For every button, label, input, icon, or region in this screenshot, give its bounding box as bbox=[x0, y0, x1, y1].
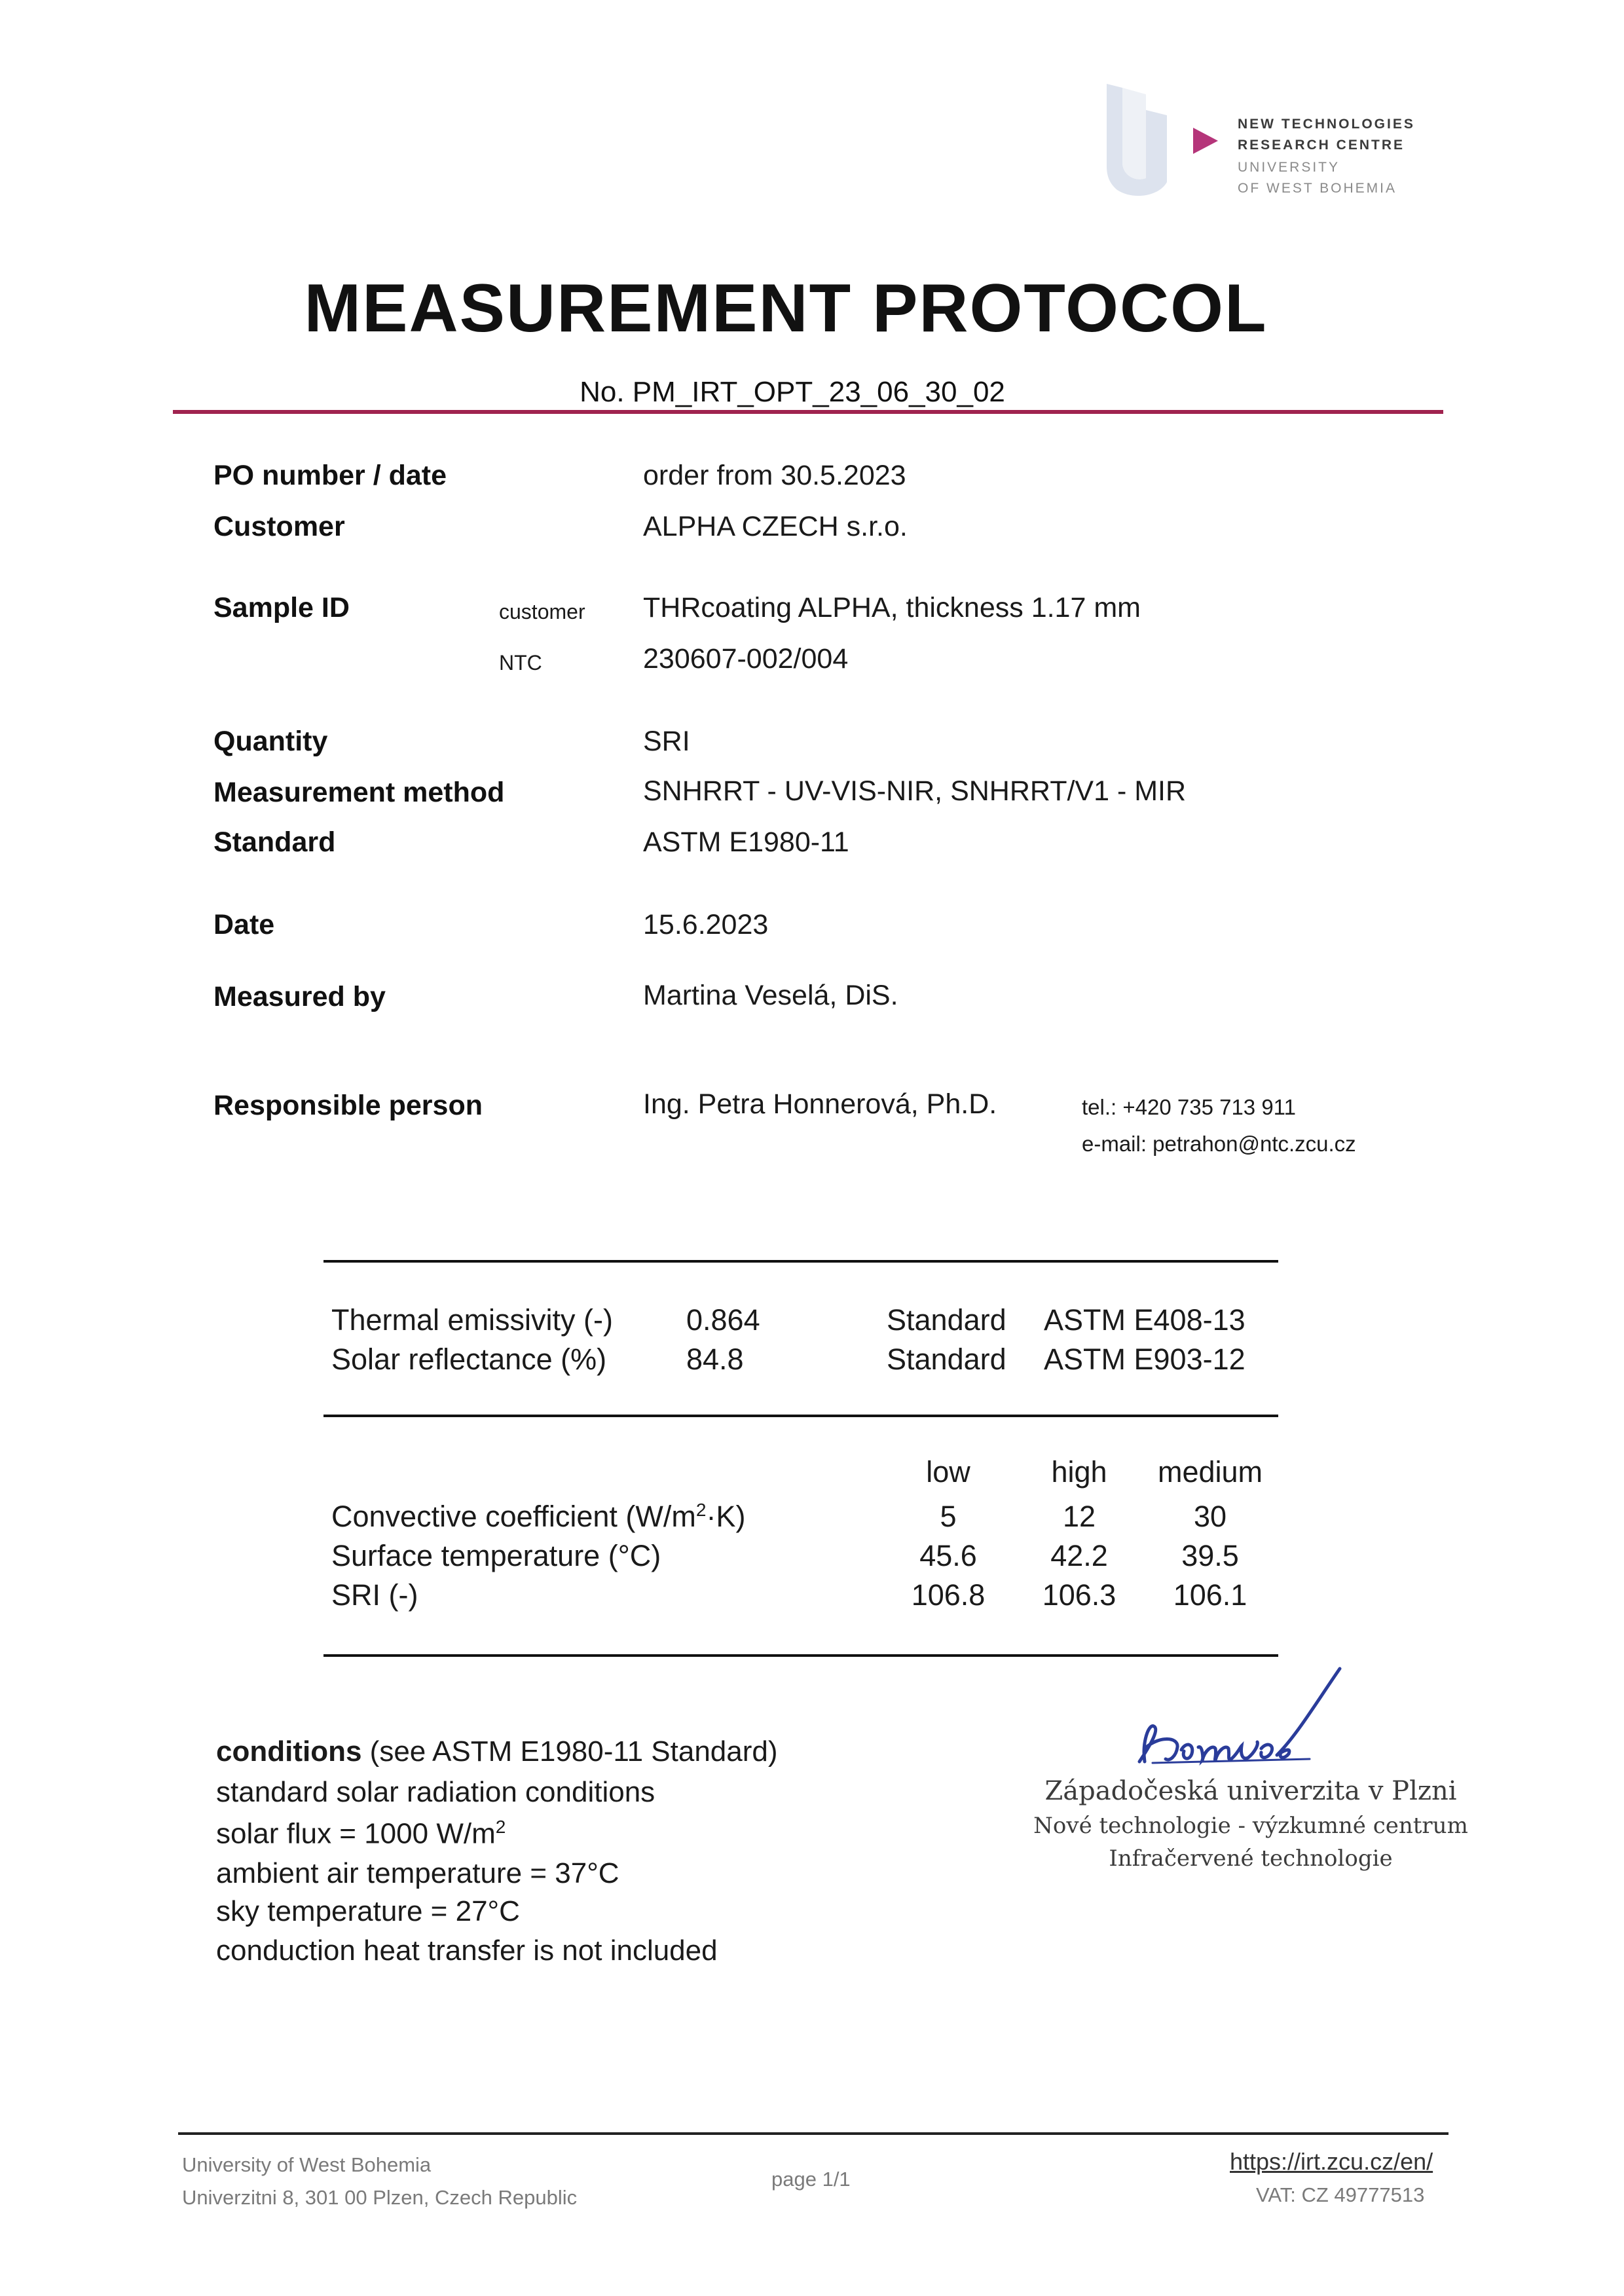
surface-temperature-name: Surface temperature (°C) bbox=[331, 1539, 661, 1572]
po-label: PO number / date bbox=[213, 460, 447, 491]
sri-high: 106.3 bbox=[1042, 1578, 1116, 1612]
emissivity-name: Thermal emissivity (-) bbox=[331, 1303, 614, 1337]
stamp-university: Západočeská univerzita v Plzni bbox=[1044, 1776, 1457, 1806]
quantity-label: Quantity bbox=[213, 726, 328, 757]
logo-text-line: UNIVERSITY bbox=[1238, 160, 1340, 175]
reflectance-standard-label: Standard bbox=[887, 1342, 1006, 1376]
footer-website-link[interactable]: https://irt.zcu.cz/en/ bbox=[1230, 2148, 1433, 2175]
reflectance-standard: ASTM E903-12 bbox=[1044, 1342, 1246, 1376]
responsible-value: Ing. Petra Honnerová, Ph.D. bbox=[643, 1088, 997, 1120]
convective-medium: 30 bbox=[1193, 1500, 1227, 1533]
logo-text-line: NEW TECHNOLOGIES bbox=[1238, 117, 1415, 132]
standard-value: ASTM E1980-11 bbox=[643, 826, 849, 858]
title-divider bbox=[173, 410, 1443, 414]
conditions-line bbox=[216, 1817, 506, 1851]
convective-coefficient-tail: ·K) bbox=[706, 1500, 746, 1533]
sri-low: 106.8 bbox=[911, 1578, 986, 1612]
footer-divider bbox=[178, 2132, 1449, 2135]
surface-temp-high: 42.2 bbox=[1050, 1539, 1108, 1572]
signature-icon bbox=[1113, 1663, 1362, 1794]
logo-text-line: RESEARCH CENTRE bbox=[1238, 138, 1405, 153]
standard-label: Standard bbox=[213, 826, 336, 858]
responsible-label: Responsible person bbox=[213, 1090, 483, 1121]
table-rule-bottom bbox=[323, 1654, 1278, 1657]
sample-customer-tag: customer bbox=[499, 600, 585, 623]
emissivity-standard: ASTM E408-13 bbox=[1044, 1303, 1246, 1337]
conditions-heading-note: (see ASTM E1980-11 Standard) bbox=[361, 1735, 778, 1768]
logo-arrow-icon bbox=[1193, 128, 1218, 154]
method-label: Measurement method bbox=[213, 777, 505, 808]
conditions-line: sky temperature = 27°C bbox=[216, 1895, 520, 1927]
sample-ntc-value: 230607-002/004 bbox=[643, 643, 849, 675]
date-value: 15.6.2023 bbox=[643, 909, 769, 940]
sample-customer-value: THRcoating ALPHA, thickness 1.17 mm bbox=[643, 592, 1141, 623]
solar-flux-sup: 2 bbox=[495, 1817, 506, 1837]
surface-temp-medium: 39.5 bbox=[1181, 1539, 1239, 1572]
sri-name: SRI (-) bbox=[331, 1578, 418, 1612]
logo-mark-icon bbox=[1107, 84, 1172, 199]
convective-coefficient-sup: 2 bbox=[695, 1500, 707, 1520]
date-label: Date bbox=[213, 909, 275, 940]
customer-label: Customer bbox=[213, 511, 345, 542]
quantity-value: SRI bbox=[643, 726, 690, 757]
measured-by-value: Martina Veselá, DiS. bbox=[643, 980, 898, 1011]
conditions-heading bbox=[216, 1735, 778, 1768]
responsible-phone: tel.: +420 735 713 911 bbox=[1082, 1095, 1296, 1119]
convective-coefficient-text: Convective coefficient (W/m bbox=[331, 1500, 696, 1533]
column-header-low: low bbox=[926, 1455, 970, 1489]
emissivity-standard-label: Standard bbox=[887, 1303, 1006, 1337]
conditions-line: ambient air temperature = 37°C bbox=[216, 1857, 619, 1889]
conditions-line: conduction heat transfer is not included bbox=[216, 1935, 718, 1967]
po-value: order from 30.5.2023 bbox=[643, 460, 906, 491]
customer-value: ALPHA CZECH s.r.o. bbox=[643, 511, 908, 542]
responsible-email[interactable]: e-mail: petrahon@ntc.zcu.cz bbox=[1082, 1132, 1356, 1156]
stamp-centre: Nové technologie - výzkumné centrum bbox=[1033, 1813, 1468, 1839]
emissivity-value: 0.864 bbox=[686, 1303, 760, 1337]
measured-by-label: Measured by bbox=[213, 981, 386, 1012]
column-header-medium: medium bbox=[1157, 1455, 1263, 1489]
conditions-line: standard solar radiation conditions bbox=[216, 1776, 655, 1808]
sri-medium: 106.1 bbox=[1173, 1578, 1247, 1612]
table-rule-top bbox=[323, 1260, 1278, 1263]
footer-organization: University of West Bohemia bbox=[182, 2153, 432, 2176]
ntc-logo bbox=[1107, 84, 1421, 202]
document-title: MEASUREMENT PROTOCOL bbox=[304, 270, 1268, 346]
reflectance-value: 84.8 bbox=[686, 1342, 744, 1376]
sample-id-label: Sample ID bbox=[213, 592, 350, 623]
reflectance-name: Solar reflectance (%) bbox=[331, 1342, 607, 1376]
convective-coefficient-name bbox=[331, 1500, 745, 1534]
column-header-high: high bbox=[1051, 1455, 1107, 1489]
protocol-number: No. PM_IRT_OPT_23_06_30_02 bbox=[580, 376, 1005, 408]
logo-text-line: OF WEST BOHEMIA bbox=[1238, 181, 1397, 196]
solar-flux-text: solar flux = 1000 W/m bbox=[216, 1817, 496, 1850]
footer-address: Univerzitni 8, 301 00 Plzen, Czech Republic bbox=[182, 2186, 578, 2209]
stamp-department: Infračervené technologie bbox=[1109, 1845, 1393, 1872]
convective-low: 5 bbox=[940, 1500, 957, 1533]
table-rule-middle bbox=[323, 1415, 1278, 1417]
conditions-heading-bold: conditions bbox=[216, 1735, 362, 1768]
surface-temp-low: 45.6 bbox=[919, 1539, 977, 1572]
method-value: SNHRRT - UV-VIS-NIR, SNHRRT/V1 - MIR bbox=[643, 775, 1187, 807]
page-number: page 1/1 bbox=[771, 2168, 851, 2191]
convective-high: 12 bbox=[1062, 1500, 1096, 1533]
sample-ntc-tag: NTC bbox=[499, 651, 542, 675]
footer-vat: VAT: CZ 49777513 bbox=[1256, 2183, 1425, 2206]
